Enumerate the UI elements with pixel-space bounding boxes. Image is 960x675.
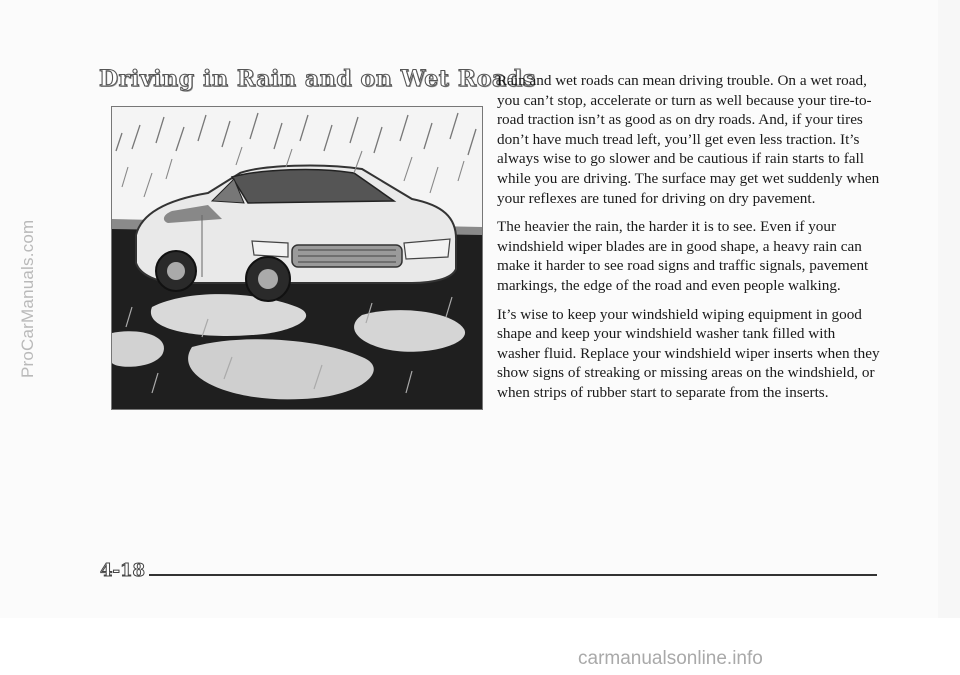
paragraph-2: The heavier the rain, the harder it is to see. Even if your windshield wiper blades are in good shape, a heavy rain can make it harder to see road signs and traffic signals, pavement markings, the edge of the road and even people walking. [497,218,869,294]
bottom-watermark: carmanualsonline.info [578,648,763,669]
paragraph-3: It’s wise to keep your windshield wiping equipment in good shape and keep your windshield washer tank filled with washer fluid. Replace your windshield wiper inserts when they show signs of streaking or missing areas on the windshield, or when strips of rubber start to separate from the inserts. [497,305,880,401]
paragraph-1: Rain and wet roads can mean driving trouble. On a wet road, you can’t stop, accelerate or turn as well because your tire-to-road traction isn’t as good as on dry roads. And, if your tires don’t have much tread left, you’ll get even less traction. It’s always wise to go slower and be cautious if rain starts to fall while you are driving. The surface may get wet suddenly when your reflexes are tuned for driving on dry pavement. [497,72,880,207]
section-title: Driving in Rain and on Wet Roads [99,66,536,92]
rain-car-illustration [111,106,483,410]
body-text [497,71,882,412]
footer-rule [149,574,877,576]
page-number: 4-18 [100,560,146,581]
side-watermark: ProCarManuals.com [18,219,37,378]
footer-band [0,618,960,675]
